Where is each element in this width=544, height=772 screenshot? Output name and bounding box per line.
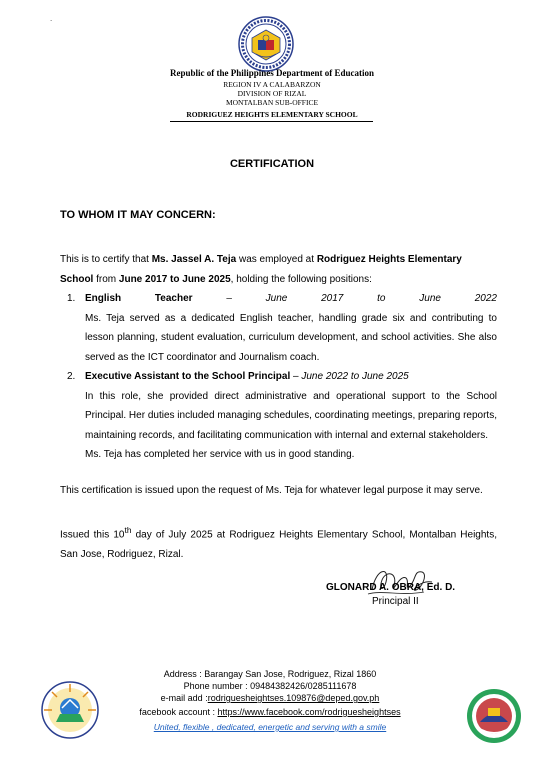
position-date-part: 2017 [321,293,344,304]
intro-text-2: was employed at [236,254,317,265]
header-division: DIVISION OF RIZAL [237,89,307,98]
intro-paragraph [60,250,497,289]
position-date-part: June [265,293,288,304]
stray-dot: . [50,14,53,23]
position-description: Ms. Teja served as a dedicated English teacher, handling grade six and contributing to lesson planning, student evaluation, curriculum development, and school activities. She also served as the ICT coordinator and Journalism coach. [85,312,497,363]
position-dash: – [226,293,232,304]
position-date-part: June [419,293,441,304]
position-date-part: 2022 [474,293,497,304]
facebook-label: facebook account : [139,707,218,717]
position-heading [85,367,497,387]
issued-text-2: day of July 2025 at Rodriguez Heights Elementary School, Montalban Heights, San Jose, Rodriguez, Rizal. [60,529,497,560]
division-logo-icon [40,680,100,740]
position-title-word: Teacher [154,293,193,304]
positions-list [67,289,497,465]
school-name: Rodriguez Heights Elementary School [60,254,462,285]
header-sub-office: MONTALBAN SUB-OFFICE [225,98,319,107]
footer-address: Address : Barangay San Jose, Rodriguez, Rizal 1860 [163,669,377,679]
intro-text-3: from [93,273,119,285]
purpose-paragraph: This certification is issued upon the request of Ms. Teja for whatever legal purpose it may serve. [60,485,483,496]
intro-text-1: This is to certify that [60,254,152,265]
service-standing-note: Ms. Teja has completed her service with us in good standing. [85,449,355,460]
header-region: REGION IV A CALABARZON [223,80,321,89]
ordinal-suffix: th [124,525,132,535]
email-label: e-mail add : [160,693,208,703]
footer-email [100,692,440,704]
position-dash: – [290,371,302,382]
position-date-part: to [377,293,386,304]
footer-facebook [100,706,440,718]
document-title: CERTIFICATION [229,158,315,170]
signatory-position: Principal II [372,596,419,607]
position-dates: June 2022 to June 2025 [301,371,409,382]
position-title: Executive Assistant to the School Principal [85,371,291,382]
salutation: TO WHOM IT MAY CONCERN: [60,209,216,221]
list-item [67,367,497,465]
facebook-link[interactable]: https://www.facebook.com/rodriguesheightses [217,707,401,717]
header-republic: Republic of the Philippines Department of Education [169,68,374,78]
position-heading [85,289,497,309]
school-motto: United, flexible , dedicated, energetic and serving with a smile [153,722,387,732]
email-link[interactable]: rodriguesheightses.109876@deped.gov.ph [207,693,380,703]
footer-phone: Phone number : 09484382426/0285111678 [183,681,357,691]
deped-seal-icon [238,16,294,72]
issued-paragraph [60,521,497,564]
employee-name: Ms. Jassel A. Teja [151,254,237,265]
list-number: 2. [67,371,76,382]
intro-text-4: , holding the following positions: [230,273,372,285]
list-number: 1. [67,293,76,304]
header-divider [170,121,373,122]
signatory-name: GLONARD A. OBRA, Ed. D. [326,582,456,593]
position-description: In this role, she provided direct administrative and operational support to the School Principal. Her duties included managing schedules, coordinating meetings, preparing reports, maintaining records, and facilitating communication with internal and external stakeholders. [85,390,497,441]
header-school-name: RODRIGUEZ HEIGHTS ELEMENTARY SCHOOL [186,110,358,119]
school-logo-icon [466,688,522,744]
position-title-word: English [85,293,122,304]
issued-text-1: Issued this 10 [60,529,125,541]
list-item [67,289,497,367]
employment-period: June 2017 to June 2025 [118,273,231,285]
